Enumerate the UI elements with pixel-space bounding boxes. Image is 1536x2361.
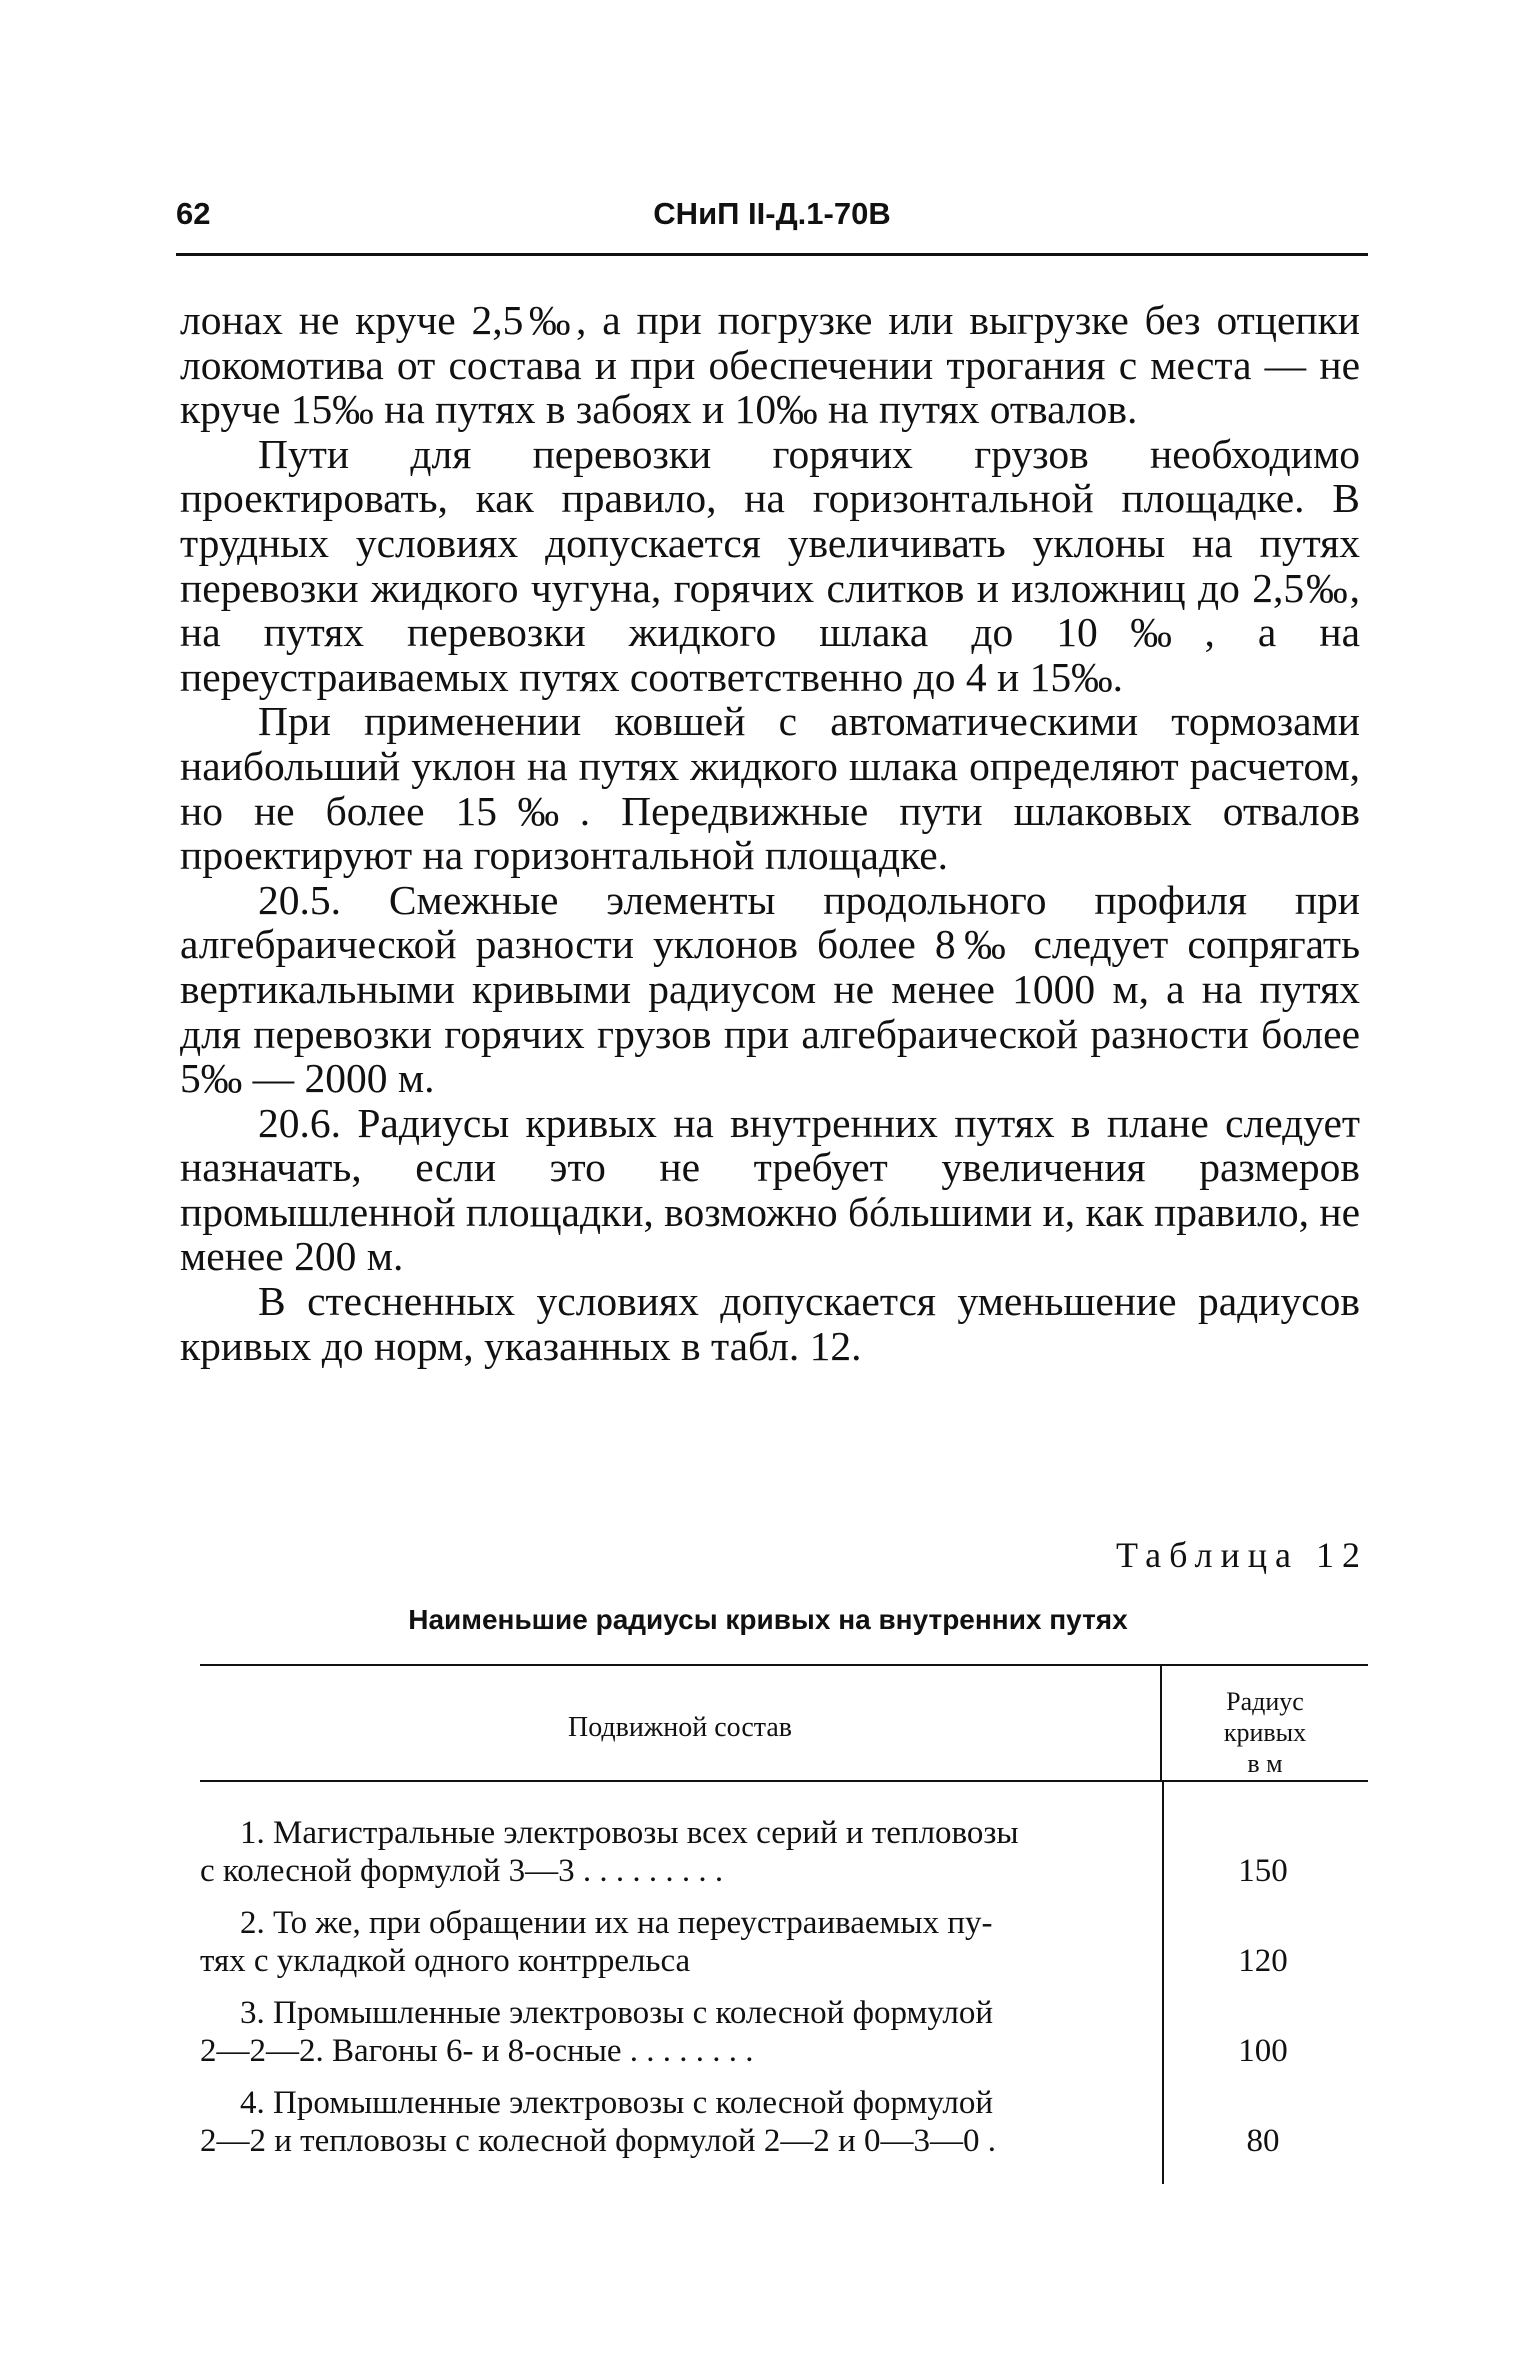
row-line: 4. Промышленные электровозы с колесной формулой [240, 2085, 994, 2121]
paragraph: При применении ковшей с автоматическими тормозами наибольший уклон на путях жидкого шлака определяют расчетом, но не более 15‰. Передвижные пути шлаковых отвалов проектируют на горизонтальной площадке. [180, 698, 1360, 879]
header-column-divider [1160, 1664, 1162, 1780]
paragraph: лонах не круче 2,5‰, а при погрузке или выгрузке без отцепки локомотива от состава и при обеспечении трогания с места — не круче 15‰ на путях в забоях и 10‰ на путях отвалов. [180, 297, 1360, 433]
table-row [200, 1994, 1368, 2082]
paragraph: Пути для перевозки горячих грузов необходимо проектировать, как правило, на горизонтальной площадке. В трудных условиях допускается увеличивать уклоны на путях перевозки жидкого чугуна, горячих слитков и изложниц до 2,5‰, на путях перевозки жидкого шлака до 10‰, а на переустраиваемых путях соответственно до 4 и 15‰. [180, 430, 1360, 700]
column-header-rolling-stock: Подвижной состав [568, 1712, 792, 1743]
table-row [200, 1904, 1368, 1992]
row-line: 3. Промышленные электровозы с колесной формулой [240, 1995, 994, 2031]
table-top-rule [200, 1664, 1368, 1666]
row-description [200, 1904, 1158, 1980]
row-line: 2—2—2. Вагоны 6- и 8-осные . . . . . . . . [200, 2033, 754, 2069]
row-radius: 150 [1238, 1853, 1288, 1889]
column-header-radius [1165, 1686, 1365, 1779]
row-description [200, 1994, 1158, 2070]
page-number: 62 [176, 196, 211, 231]
row-radius: 80 [1246, 2123, 1280, 2159]
paragraph-20-5: 20.5. Смежные элементы продольного профиля при алгебраической разности уклонов более 8‰ следует сопрягать вертикальными кривыми радиусом не менее 1000 м, а на путях для перевозки горячих грузов при алгебраической разности более 5‰ — 2000 м. [180, 876, 1360, 1102]
row-description [200, 2084, 1158, 2160]
column-header-radius-line: в м [1247, 1749, 1283, 1778]
header-divider [176, 253, 1368, 256]
row-radius: 120 [1238, 1943, 1288, 1979]
row-line: 2. То же, при обращении их на переустраиваемых пу- [240, 1905, 993, 1941]
table-row [200, 2084, 1368, 2172]
paragraph: В стесненных условиях допускается уменьшение радиусов кривых до норм, указанных в табл. 12. [180, 1278, 1360, 1369]
column-header-radius-line: кривых [1223, 1718, 1307, 1747]
body-text [180, 298, 1360, 1368]
row-description [200, 1814, 1158, 1890]
column-header-radius-line: Радиус [1226, 1687, 1304, 1716]
table-row [200, 1814, 1368, 1902]
table-caption: Таблица 12 [1116, 1535, 1368, 1575]
row-line: 1. Магистральные электровозы всех серий и тепловозы [240, 1815, 1019, 1851]
table-header-rule [200, 1780, 1368, 1782]
row-line: 2—2 и тепловозы с колесной формулой 2—2 и 0—3—0 . [200, 2123, 996, 2159]
radius-table [200, 1664, 1368, 2184]
row-line: с колесной формулой 3—3 . . . . . . . . . [200, 1853, 724, 1889]
document-code: СНиП II-Д.1-70В [653, 196, 891, 231]
paragraph-20-6: 20.6. Радиусы кривых на внутренних путях в плане следует назначать, если это не требует увеличения размеров промышленной площадки, возможно бóльшими и, как правило, не менее 200 м. [180, 1099, 1361, 1280]
row-line: тях с укладкой одного контррельса [200, 1943, 691, 1979]
row-radius: 100 [1238, 2033, 1288, 2069]
table-title: Наименьшие радиусы кривых на внутренних путях [408, 1604, 1128, 1635]
page-header [176, 188, 1368, 238]
